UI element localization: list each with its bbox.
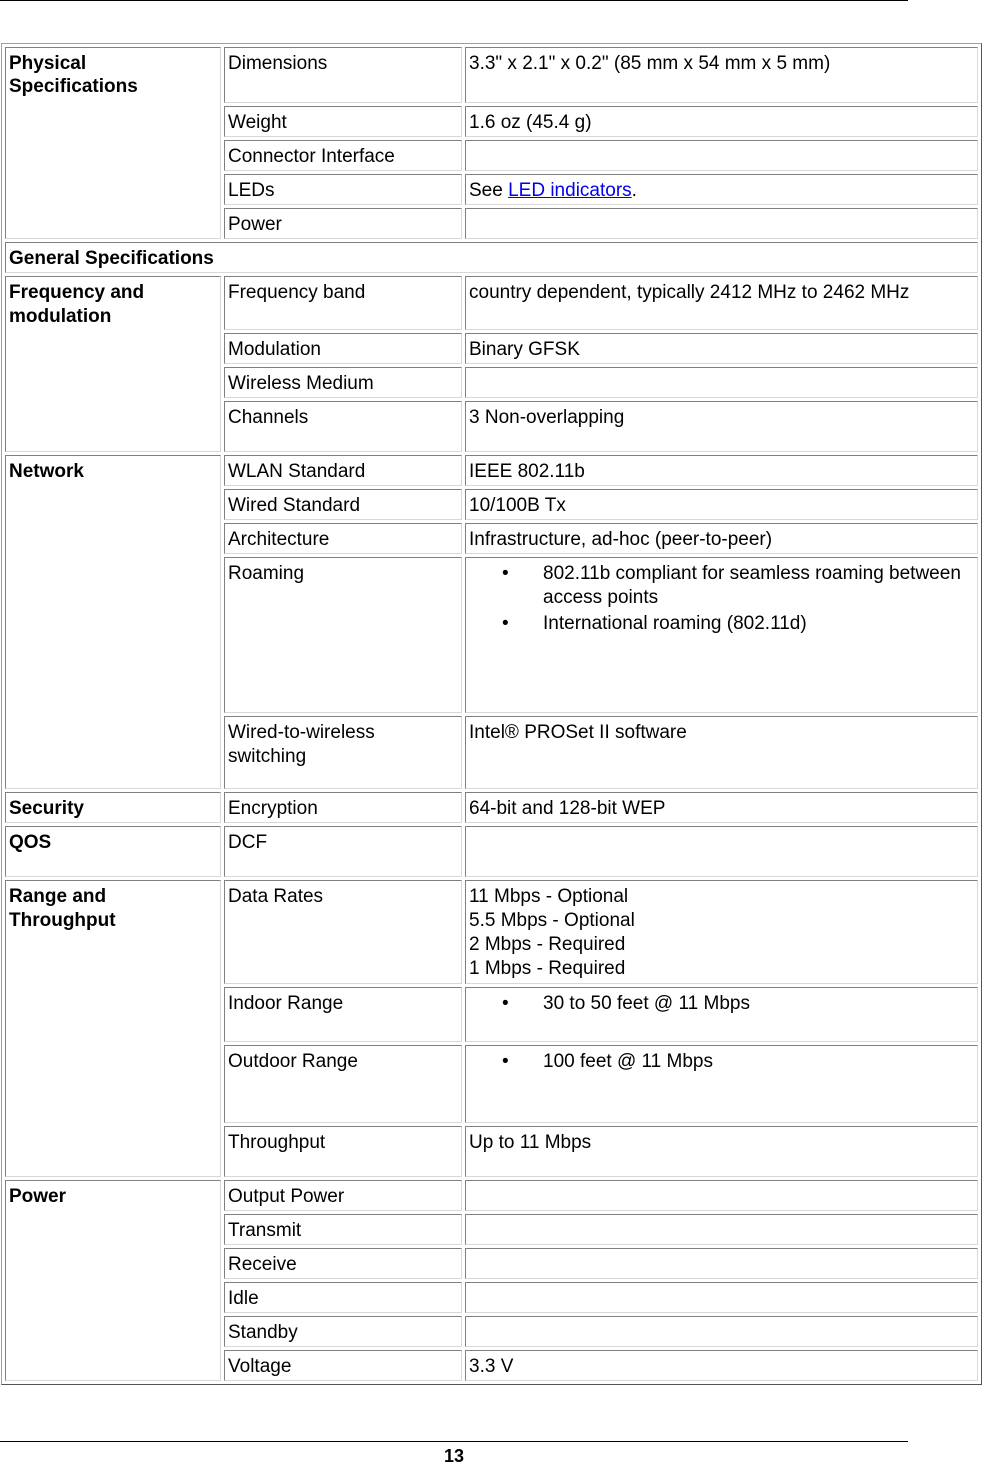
table-row bbox=[5, 276, 978, 330]
group-security: Security bbox=[5, 792, 221, 823]
group-label: Power bbox=[9, 1186, 67, 1207]
spec-value: 3 Non-overlapping bbox=[465, 401, 978, 452]
spec-label: Modulation bbox=[224, 333, 462, 364]
value-suffix: . bbox=[631, 180, 637, 201]
group-qos: QOS bbox=[5, 826, 221, 877]
spec-value: 64-bit and 128-bit WEP bbox=[465, 792, 978, 823]
list-item bbox=[469, 612, 974, 636]
spec-value bbox=[465, 1045, 978, 1123]
spec-value: 3.3 V bbox=[465, 1350, 978, 1381]
data-rate-line: 1 Mbps - Required bbox=[469, 958, 626, 979]
group-label-line: Throughput bbox=[9, 910, 116, 931]
spec-value: 3.3" x 2.1" x 0.2" (85 mm x 54 mm x 5 mm) bbox=[465, 47, 978, 103]
group-label: Physical Specifications bbox=[9, 53, 138, 97]
bullet-icon: • bbox=[502, 563, 509, 584]
spec-value bbox=[465, 1316, 978, 1347]
bullet-list bbox=[469, 1050, 974, 1074]
spec-value bbox=[465, 557, 978, 713]
bullet-list bbox=[469, 562, 974, 636]
spec-label: Channels bbox=[224, 401, 462, 452]
group-power bbox=[5, 1180, 221, 1381]
spec-value: IEEE 802.11b bbox=[465, 455, 978, 486]
spec-label: Dimensions bbox=[224, 47, 462, 103]
list-item-text: 100 feet @ 11 Mbps bbox=[543, 1051, 713, 1072]
list-item bbox=[469, 992, 974, 1016]
bullet-icon: • bbox=[502, 613, 509, 634]
spec-label: WLAN Standard bbox=[224, 455, 462, 486]
list-item bbox=[469, 562, 974, 610]
spec-value bbox=[465, 208, 978, 239]
section-heading-general-specifications: General Specifications bbox=[5, 242, 978, 273]
table-row bbox=[5, 47, 978, 103]
spec-label: Encryption bbox=[224, 792, 462, 823]
list-item-text: 802.11b compliant for seamless roaming between access points bbox=[543, 563, 961, 608]
spec-value: Intel® PROSet II software bbox=[465, 716, 978, 789]
spec-label: LEDs bbox=[224, 174, 462, 205]
spec-value bbox=[465, 1282, 978, 1313]
spec-value: country dependent, typically 2412 MHz to 2462 MHz bbox=[465, 276, 978, 330]
table-row bbox=[5, 792, 978, 823]
spec-label: Voltage bbox=[224, 1350, 462, 1381]
spec-label: Data Rates bbox=[224, 880, 462, 984]
list-item-text: 30 to 50 feet @ 11 Mbps bbox=[543, 993, 750, 1014]
spec-label: Roaming bbox=[224, 557, 462, 713]
group-network bbox=[5, 455, 221, 789]
top-rule bbox=[0, 0, 908, 1]
table-row bbox=[5, 242, 978, 273]
group-label: Network bbox=[9, 461, 84, 482]
spec-value bbox=[465, 1214, 978, 1245]
spec-label: Output Power bbox=[224, 1180, 462, 1211]
group-range-and-throughput bbox=[5, 880, 221, 1177]
spec-label: Throughput bbox=[224, 1126, 462, 1177]
spec-label: Indoor Range bbox=[224, 987, 462, 1042]
group-label-line: Frequency and bbox=[9, 282, 145, 303]
spec-label: Frequency band bbox=[224, 276, 462, 330]
spec-label: Connector Interface bbox=[224, 140, 462, 171]
table-row bbox=[5, 880, 978, 984]
spec-label-line: Wired-to-wireless bbox=[228, 722, 375, 743]
spec-label: Transmit bbox=[224, 1214, 462, 1245]
table-row bbox=[5, 1180, 978, 1211]
spec-label: Receive bbox=[224, 1248, 462, 1279]
spec-value bbox=[465, 826, 978, 877]
specifications-table bbox=[1, 43, 982, 1385]
group-label-line: modulation bbox=[9, 306, 112, 327]
bottom-rule bbox=[0, 1441, 908, 1442]
spec-value: Infrastructure, ad-hoc (peer-to-peer) bbox=[465, 523, 978, 554]
table-row bbox=[5, 455, 978, 486]
data-rate-line: 5.5 Mbps - Optional bbox=[469, 910, 635, 931]
spec-value: Binary GFSK bbox=[465, 333, 978, 364]
list-item bbox=[469, 1050, 974, 1074]
group-frequency-and-modulation bbox=[5, 276, 221, 452]
spec-label: Architecture bbox=[224, 523, 462, 554]
data-rate-line: 11 Mbps - Optional bbox=[469, 886, 629, 907]
spec-value bbox=[465, 987, 978, 1042]
page-number: 13 bbox=[443, 1446, 465, 1466]
group-label-line: Range and bbox=[9, 886, 107, 907]
spec-value bbox=[465, 880, 978, 984]
value-prefix: See bbox=[469, 180, 509, 201]
spec-value bbox=[465, 1180, 978, 1211]
spec-label: Idle bbox=[224, 1282, 462, 1313]
spec-label: Power bbox=[224, 208, 462, 239]
spec-label: DCF bbox=[224, 826, 462, 877]
spec-value bbox=[465, 367, 978, 398]
bullet-icon: • bbox=[502, 993, 509, 1014]
spec-value bbox=[465, 140, 978, 171]
bullet-icon: • bbox=[502, 1051, 509, 1072]
table-row bbox=[5, 826, 978, 877]
bullet-list bbox=[469, 992, 974, 1016]
spec-label: Outdoor Range bbox=[224, 1045, 462, 1123]
list-item-text: International roaming (802.11d) bbox=[543, 613, 807, 634]
spec-label: Wireless Medium bbox=[224, 367, 462, 398]
spec-value: 10/100B Tx bbox=[465, 489, 978, 520]
spec-label bbox=[224, 716, 462, 789]
spec-value: Up to 11 Mbps bbox=[465, 1126, 978, 1177]
spec-label: Weight bbox=[224, 106, 462, 137]
group-physical-specifications bbox=[5, 47, 221, 239]
data-rate-line: 2 Mbps - Required bbox=[469, 934, 626, 955]
spec-label: Standby bbox=[224, 1316, 462, 1347]
spec-value bbox=[465, 174, 978, 205]
spec-value bbox=[465, 1248, 978, 1279]
spec-label: Wired Standard bbox=[224, 489, 462, 520]
led-indicators-link[interactable]: LED indicators bbox=[508, 180, 632, 201]
spec-value: 1.6 oz (45.4 g) bbox=[465, 106, 978, 137]
spec-label-line: switching bbox=[228, 746, 307, 767]
